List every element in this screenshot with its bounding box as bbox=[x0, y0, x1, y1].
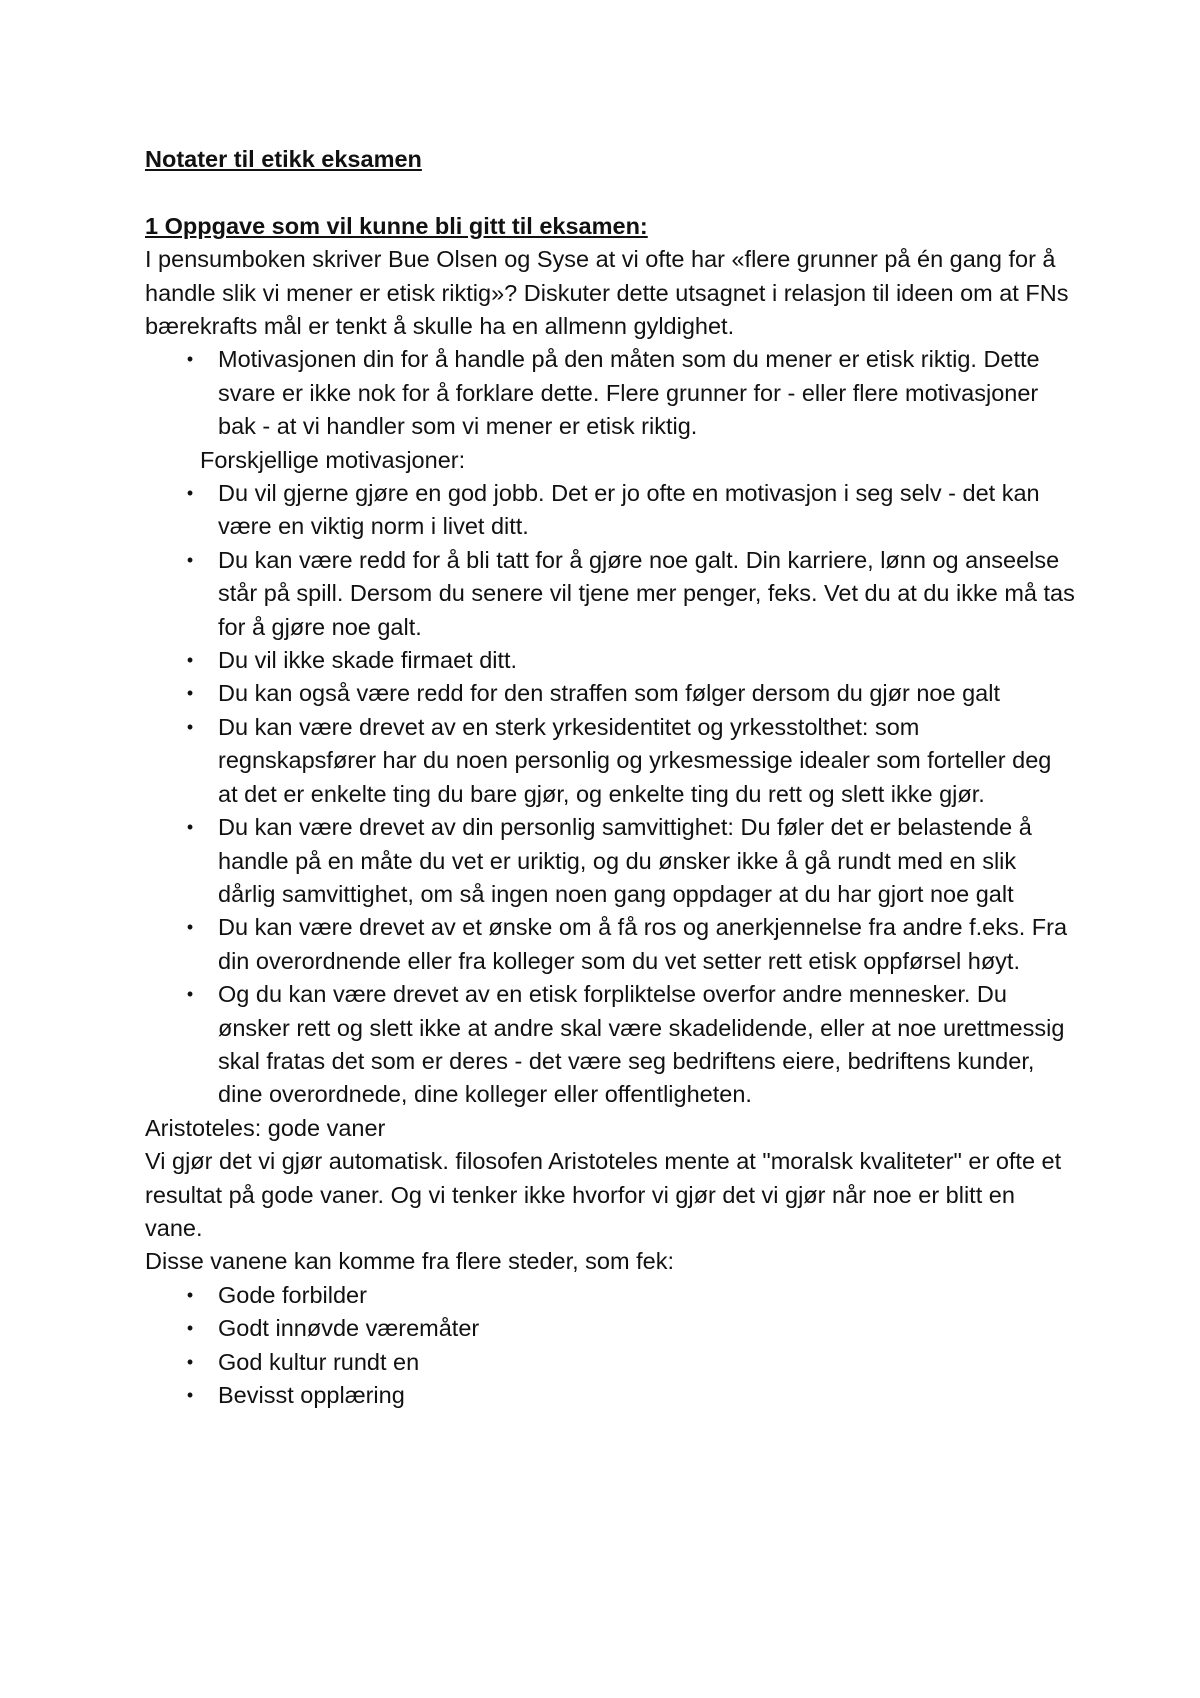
bullet-icon: • bbox=[186, 1385, 194, 1406]
list-item-text: Godt innøvde væremåter bbox=[218, 1315, 480, 1342]
list-item-text: Du vil gjerne gjøre en god jobb. Det er jo ofte en motivasjon i seg selv - det kan være en viktig norm i livet ditt. bbox=[218, 480, 1040, 540]
list-item bbox=[186, 1312, 1075, 1345]
bullet-icon: • bbox=[186, 917, 194, 938]
list-item-text: Gode forbilder bbox=[218, 1281, 367, 1308]
task-heading: 1 Oppgave som vil kunne bli gitt til eksamen: bbox=[145, 212, 648, 239]
list-item bbox=[186, 1346, 1075, 1379]
list-item-text: Du kan også være redd for den straffen som følger dersom du gjør noe galt bbox=[218, 680, 1000, 707]
list-item-text: Du kan være drevet av din personlig samvittighet: Du føler det er belastende å handle på en måte du vet er uriktig, og du ønsker ikke å gå rundt med en slik dårlig samvittighet, om så ingen noen gang oppdager at du har gjort noe galt bbox=[218, 814, 1032, 907]
bullet-icon: • bbox=[186, 650, 194, 671]
motivation-intro-list bbox=[145, 343, 1075, 443]
list-item-text: Du vil ikke skade firmaet ditt. bbox=[218, 647, 518, 674]
motivations-list bbox=[145, 477, 1075, 1112]
list-item bbox=[186, 544, 1075, 644]
habits-intro: Disse vanene kan komme fra flere steder, som fek: bbox=[145, 1248, 674, 1275]
list-item bbox=[186, 1379, 1075, 1412]
bullet-icon: • bbox=[186, 683, 194, 704]
bullet-icon: • bbox=[186, 349, 194, 370]
list-item-text: Og du kan være drevet av en etisk forpliktelse overfor andre mennesker. Du ønsker rett og slett ikke at andre skal være skadelidende, eller at noe urettmessig skal fratas det som er deres - det være seg bedriftens eiere, bedriftens kunder, dine overordnede, dine kolleger eller offentligheten. bbox=[218, 981, 1065, 1108]
list-item-text: Du kan være drevet av en sterk yrkesidentitet og yrkesstolthet: som regnskapsfører har du noen personlig og yrkesmessige idealer som forteller deg at det er enkelte ting du bare gjør, og enkelte ting du rett og slett ikke gjør. bbox=[218, 713, 1052, 807]
list-item bbox=[186, 811, 1075, 911]
bullet-icon: • bbox=[186, 716, 194, 737]
habits-list bbox=[145, 1279, 1075, 1413]
blank-line bbox=[145, 176, 1075, 209]
list-item bbox=[186, 711, 1075, 811]
bullet-icon: • bbox=[186, 483, 194, 504]
list-item bbox=[186, 978, 1075, 1112]
aristoteles-heading: Aristoteles: gode vaner bbox=[145, 1114, 386, 1141]
list-item-text: Bevisst opplæring bbox=[218, 1382, 405, 1409]
list-item-text: God kultur rundt en bbox=[218, 1348, 420, 1375]
bullet-icon: • bbox=[186, 1351, 194, 1372]
list-item bbox=[186, 644, 1075, 677]
document-title: Notater til etikk eksamen bbox=[145, 146, 422, 172]
list-item bbox=[186, 677, 1075, 710]
list-item-text: Du kan være redd for å bli tatt for å gjøre noe galt. Din karriere, lønn og anseelse står på spill. Dersom du senere vil tjene mer penger, feks. Vet du at du ikke må tas for å gjøre noe galt. bbox=[218, 546, 1075, 640]
list-item bbox=[186, 911, 1075, 978]
motivations-label: Forskjellige motivasjoner: bbox=[200, 446, 466, 473]
list-item bbox=[186, 343, 1075, 443]
list-item-text: Du kan være drevet av et ønske om å få ros og anerkjennelse fra andre f.eks. Fra din overordnende eller fra kolleger som du vet setter rett etisk oppførsel høyt. bbox=[218, 914, 1068, 974]
list-item-text: Motivasjonen din for å handle på den måten som du mener er etisk riktig. Dette svare er ikke nok for å forklare dette. Flere grunner for - eller flere motivasjoner bak - at vi handler som vi mener er etisk riktig. bbox=[218, 346, 1040, 440]
list-item bbox=[186, 477, 1075, 544]
list-item bbox=[186, 1279, 1075, 1312]
bullet-icon: • bbox=[186, 549, 194, 570]
task-text: I pensumboken skriver Bue Olsen og Syse at vi ofte har «flere grunner på én gang for å handle slik vi mener er etisk riktig»? Diskuter dette utsagnet i relasjon til ideen om at FNs bærekrafts mål er tenkt å skulle ha en allmenn gyldighet. bbox=[145, 246, 1069, 340]
bullet-icon: • bbox=[186, 1284, 194, 1305]
bullet-icon: • bbox=[186, 1318, 194, 1339]
aristoteles-text: Vi gjør det vi gjør automatisk. filosofen Aristoteles mente at "moralsk kvaliteter" er ofte et resultat på gode vaner. Og vi tenker ikke hvorfor vi gjør det vi gjør når noe er blitt en vane. bbox=[145, 1148, 1062, 1241]
bullet-icon: • bbox=[186, 817, 194, 838]
bullet-icon: • bbox=[186, 984, 194, 1005]
document-page bbox=[145, 143, 1075, 1412]
